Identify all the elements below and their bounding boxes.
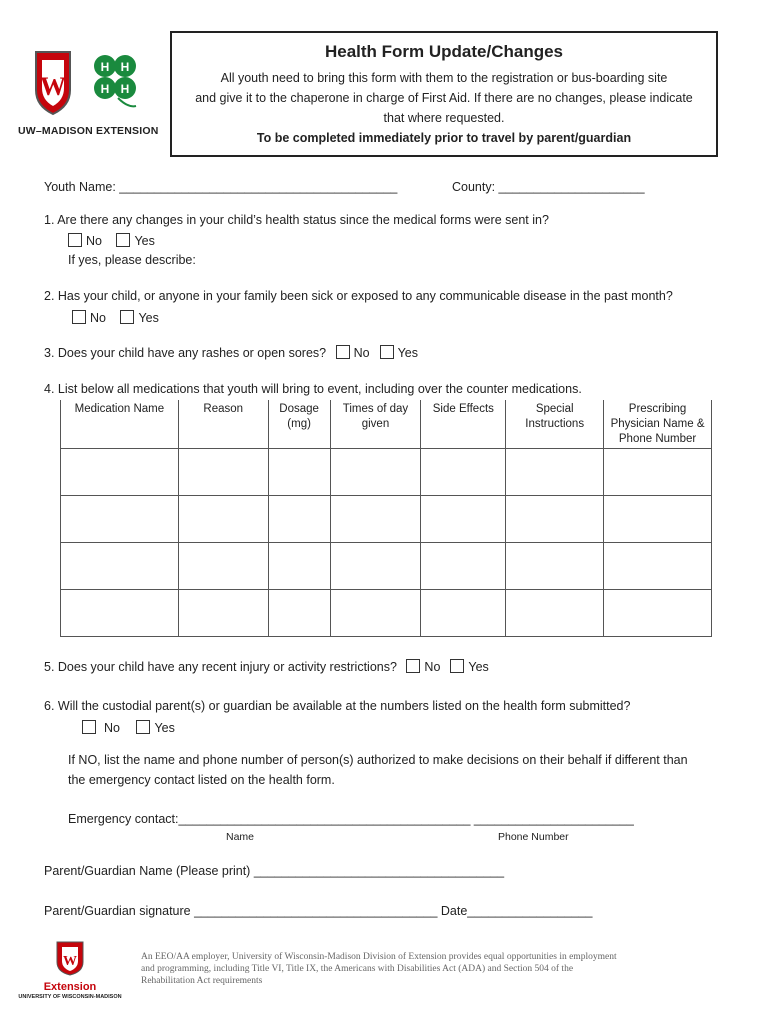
table-cell[interactable] <box>178 496 268 543</box>
footer-logo <box>18 940 122 1001</box>
checkbox[interactable] <box>450 659 464 673</box>
table-cell[interactable] <box>330 449 421 496</box>
table-row <box>61 590 712 637</box>
q3-no-option[interactable]: No <box>336 345 370 360</box>
table-cell[interactable] <box>268 496 330 543</box>
header-box <box>170 31 718 157</box>
checkbox[interactable] <box>406 659 420 673</box>
checkbox[interactable] <box>82 720 96 734</box>
clover-letter: H <box>120 82 130 96</box>
form-title: Health Form Update/Changes <box>324 42 564 61</box>
logo-graphic <box>18 46 158 116</box>
table-row <box>61 543 712 590</box>
header-line-3: that where requested. <box>383 111 505 125</box>
col-reason: Reason <box>178 400 268 449</box>
checkbox[interactable] <box>336 345 350 359</box>
table-cell[interactable] <box>506 543 604 590</box>
footer-logo-text: Extension <box>43 981 97 993</box>
q1-no-option[interactable]: No <box>68 233 102 248</box>
q1-describe-note: If yes, please describe: <box>68 253 196 267</box>
table-cell[interactable] <box>61 543 179 590</box>
question-1: 1. Are there any changes in your child’s health status since the medical forms were sent in? <box>44 213 549 227</box>
table-cell[interactable] <box>178 449 268 496</box>
table-cell[interactable] <box>421 590 506 637</box>
q1-yes-option[interactable]: Yes <box>116 233 154 248</box>
question-5: 5. Does your child have any recent injury or activity restrictions? No Yes <box>44 660 489 674</box>
uw-extension-logo <box>18 46 158 136</box>
checkbox[interactable] <box>120 310 134 324</box>
clover-letter: H <box>120 60 130 74</box>
table-cell[interactable] <box>330 496 421 543</box>
question-3: 3. Does your child have any rashes or open sores? No Yes <box>44 346 418 360</box>
col-physician: Prescribing Physician Name & Phone Number <box>604 400 712 449</box>
question-2: 2. Has your child, or anyone in your family been sick or exposed to any communicable disease in the past month? <box>44 289 673 303</box>
table-cell[interactable] <box>61 590 179 637</box>
footer-disclaimer: An EEO/AA employer, University of Wisconsin-Madison Division of Extension provides equal opportunities in employment and programming, including Title VI, Title IX, the Americans with Disabilities Act (ADA) and Section 504 of the Rehabilitation Act requirements <box>141 952 617 986</box>
youth-name-field[interactable]: Youth Name: ________________________________________ <box>44 180 398 194</box>
table-cell[interactable] <box>604 496 712 543</box>
q2-no-option[interactable]: No <box>72 310 106 325</box>
table-cell[interactable] <box>421 449 506 496</box>
header-line-2: and give it to the chaperone in charge of First Aid. If there are no changes, please indicate <box>195 91 693 105</box>
table-cell[interactable] <box>178 543 268 590</box>
question-4: 4. List below all medications that youth will bring to event, including over the counter medications. <box>44 382 582 396</box>
col-times-of-day: Times of day given <box>330 400 421 449</box>
clover-letter: H <box>100 82 110 96</box>
medication-table-header <box>61 400 712 449</box>
table-cell[interactable] <box>330 543 421 590</box>
table-cell[interactable] <box>178 590 268 637</box>
table-cell[interactable] <box>268 590 330 637</box>
q6-options <box>82 719 185 737</box>
col-medication-name: Medication Name <box>61 400 179 449</box>
table-cell[interactable] <box>61 496 179 543</box>
footer-seal-graphic <box>55 940 85 976</box>
table-cell[interactable] <box>604 449 712 496</box>
table-cell[interactable] <box>421 496 506 543</box>
checkbox[interactable] <box>380 345 394 359</box>
footer-logo-sub: UNIVERSITY OF WISCONSIN-MADISON <box>18 994 122 1000</box>
checkbox[interactable] <box>116 233 130 247</box>
table-row <box>61 496 712 543</box>
q5-no-option[interactable]: No <box>406 659 440 674</box>
table-row <box>61 449 712 496</box>
col-side-effects: Side Effects <box>421 400 506 449</box>
table-cell[interactable] <box>506 449 604 496</box>
q2-options <box>72 309 169 327</box>
clover-letter: H <box>100 60 110 74</box>
col-dosage: Dosage (mg) <box>268 400 330 449</box>
q6-note-line-2: the emergency contact listed on the health form. <box>68 773 335 787</box>
parent-name-field[interactable]: Parent/Guardian Name (Please print) ____________________________________ <box>44 864 505 878</box>
parent-signature-field[interactable]: Parent/Guardian signature ___________________________________ Date__________________ <box>44 904 593 918</box>
table-cell[interactable] <box>268 543 330 590</box>
checkbox[interactable] <box>136 720 150 734</box>
table-cell[interactable] <box>421 543 506 590</box>
footer-seal-letter: W <box>63 954 77 969</box>
table-cell[interactable] <box>330 590 421 637</box>
col-special-instructions: Special Instructions <box>506 400 604 449</box>
county-field[interactable]: County: _____________________ <box>452 180 645 194</box>
checkbox[interactable] <box>72 310 86 324</box>
medication-table <box>60 400 712 637</box>
header-line-1: All youth need to bring this form with them to the registration or bus-boarding site <box>220 71 668 85</box>
table-cell[interactable] <box>506 590 604 637</box>
q1-options <box>68 232 165 250</box>
uw-extension-label: UW–MADISON EXTENSION <box>18 125 159 137</box>
q5-yes-option[interactable]: Yes <box>450 659 488 674</box>
emergency-contact-field[interactable]: Emergency contact:__________________________________________ _______________________ <box>68 812 634 826</box>
q6-note-line-1: If NO, list the name and phone number of person(s) authorized to make decisions on their behalf if different than <box>68 753 688 767</box>
table-cell[interactable] <box>268 449 330 496</box>
checkbox[interactable] <box>68 233 82 247</box>
table-cell[interactable] <box>61 449 179 496</box>
q6-no-option[interactable]: No <box>82 720 120 735</box>
table-cell[interactable] <box>604 590 712 637</box>
table-cell[interactable] <box>604 543 712 590</box>
question-6: 6. Will the custodial parent(s) or guardian be available at the numbers listed on the health form submitted? <box>44 699 631 713</box>
emergency-name-label: Name <box>226 831 255 843</box>
emergency-phone-label: Phone Number <box>498 831 569 843</box>
q3-yes-option[interactable]: Yes <box>380 345 418 360</box>
q2-yes-option[interactable]: Yes <box>120 310 158 325</box>
table-cell[interactable] <box>506 496 604 543</box>
seal-letter: W <box>40 72 66 101</box>
header-line-4: To be completed immediately prior to travel by parent/guardian <box>256 131 632 145</box>
q6-yes-option[interactable]: Yes <box>136 720 174 735</box>
